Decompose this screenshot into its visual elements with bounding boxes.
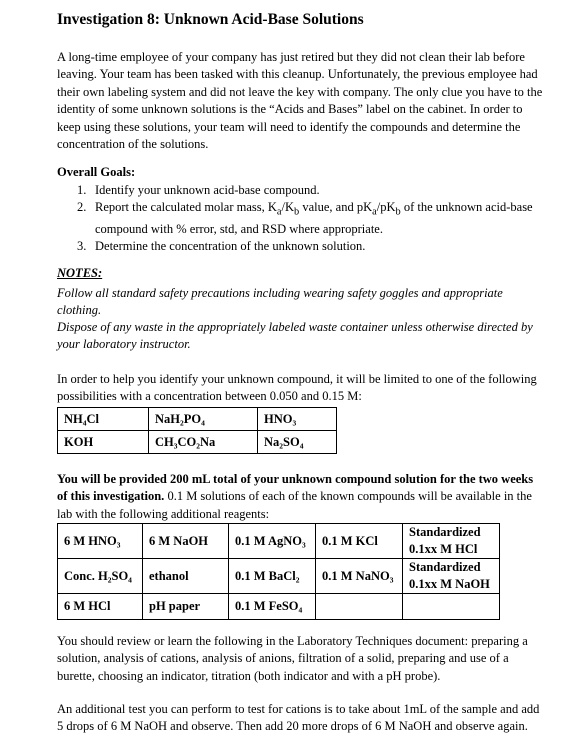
intro-line: their own labeling system and did not leave the key with company. The only clue you have to the	[57, 84, 543, 99]
provided-bold-line: You will be provided 200 mL total of your unknown compound solution for the two weeks	[57, 472, 534, 486]
table-cell: HNO₃	[258, 408, 337, 431]
table-cell: 0.1 M FeSO₄	[229, 594, 316, 620]
goal-text: Report the calculated molar mass, $K_a/K_b$ value, and $pK_a/pK_b$ of the unknown acid-base	[95, 200, 533, 218]
intro-line: A long-time employee of your company has just retired but they did not clean their lab before	[57, 50, 525, 64]
table-row	[58, 431, 337, 454]
goals-list	[57, 182, 557, 255]
table-cell: Standardized 0.1xx M HCl	[403, 524, 500, 559]
review-line: solution, analysis of cations, analysis of anions, filtration of a solid, preparing and use of a	[57, 651, 509, 666]
intro-line: keep using these solutions, your team will need to identify the compounds and determine the	[57, 119, 521, 134]
intro-line: leaving. Your team has been tasked with this cleanup. Unfortunately, the previous employee had	[57, 67, 538, 82]
review-paragraph	[57, 633, 557, 685]
table-cell: pH paper	[143, 594, 229, 620]
additional-paragraph	[57, 701, 557, 736]
reagents-table	[57, 523, 500, 620]
goal-number: 2.	[77, 200, 87, 214]
additional-line: An additional test you can perform to test for cations is to take about 1mL of the sample and add	[57, 702, 540, 716]
goal-text: Identify your unknown acid-base compound.	[95, 183, 320, 197]
table-cell: NH₄Cl	[58, 408, 149, 431]
note-line: Follow all standard safety precautions including wearing safety goggles and appropriate	[57, 286, 503, 300]
notes-heading: NOTES:	[57, 266, 103, 280]
table-cell	[316, 594, 403, 620]
table-cell: 6 M HNO₃	[58, 524, 143, 559]
possible-compounds-table	[57, 407, 337, 454]
possibilities-intro	[57, 371, 557, 406]
table-row	[58, 524, 500, 559]
review-line: burette, choosing an indicator, titration (both indicator and with a pH probe).	[57, 668, 441, 683]
goal-item	[77, 182, 557, 199]
page-title: Investigation 8: Unknown Acid-Base Solutions	[57, 11, 364, 28]
intro-line: concentration of the solutions.	[57, 137, 209, 152]
table-cell: 0.1 M NaNO₃	[316, 559, 403, 594]
table-cell: 0.1 M AgNO₃	[229, 524, 316, 559]
provided-text: 0.1 M solutions of each of the known compounds will be available in the	[164, 489, 532, 504]
provided-bold-text: of this investigation.	[57, 489, 165, 504]
possibilities-line: possibilities with a concentration between 0.050 and 0.15 M:	[57, 389, 362, 404]
goal-text: Determine the concentration of the unknown solution.	[95, 238, 366, 253]
note-line: clothing.	[57, 303, 102, 317]
provided-line: lab with the following additional reagents:	[57, 506, 270, 521]
possibilities-line: In order to help you identify your unknown compound, it will be limited to one of the following	[57, 372, 537, 386]
additional-line: 5 drops of 6 M NaOH and observe. Then add 20 more drops of 6 M NaOH and observe again.	[57, 719, 528, 734]
table-cell: KOH	[58, 431, 149, 454]
note-line: Dispose of any waste in the appropriately labeled waste container unless otherwise directed by	[57, 320, 533, 334]
table-row	[58, 408, 337, 431]
table-cell: ethanol	[143, 559, 229, 594]
table-cell: 0.1 M KCl	[316, 524, 403, 559]
table-cell: Conc. H₂SO₄	[58, 559, 143, 594]
goal-number: 3.	[77, 238, 87, 253]
table-cell	[403, 594, 500, 620]
note-item	[57, 319, 557, 353]
table-cell: 0.1 M BaCl₂	[229, 559, 316, 594]
goal-number: 1.	[77, 183, 87, 197]
note-line: your laboratory instructor.	[57, 337, 191, 351]
intro-line: identity of some unknown solutions is the “Acids and Bases” label on the cabinet. In order to	[57, 102, 523, 117]
provided-line	[57, 488, 557, 505]
goal-item	[77, 199, 557, 238]
table-cell: NaH₂PO₄	[149, 408, 258, 431]
table-row	[58, 559, 500, 594]
goal-item	[77, 238, 557, 255]
goal-text: compound with % error, std, and RSD where appropriate.	[95, 221, 383, 236]
goals-heading: Overall Goals:	[57, 165, 136, 179]
table-cell: 6 M NaOH	[143, 524, 229, 559]
note-item	[57, 285, 557, 319]
provided-paragraph	[57, 471, 557, 523]
table-cell: CH₃CO₂Na	[149, 431, 258, 454]
table-cell: Na₂SO₄	[258, 431, 337, 454]
table-cell: Standardized 0.1xx M NaOH	[403, 559, 500, 594]
review-line: You should review or learn the following in the Laboratory Techniques document: preparing a	[57, 634, 528, 648]
intro-paragraph	[57, 49, 557, 153]
table-row	[58, 594, 500, 620]
table-cell: 6 M HCl	[58, 594, 143, 620]
